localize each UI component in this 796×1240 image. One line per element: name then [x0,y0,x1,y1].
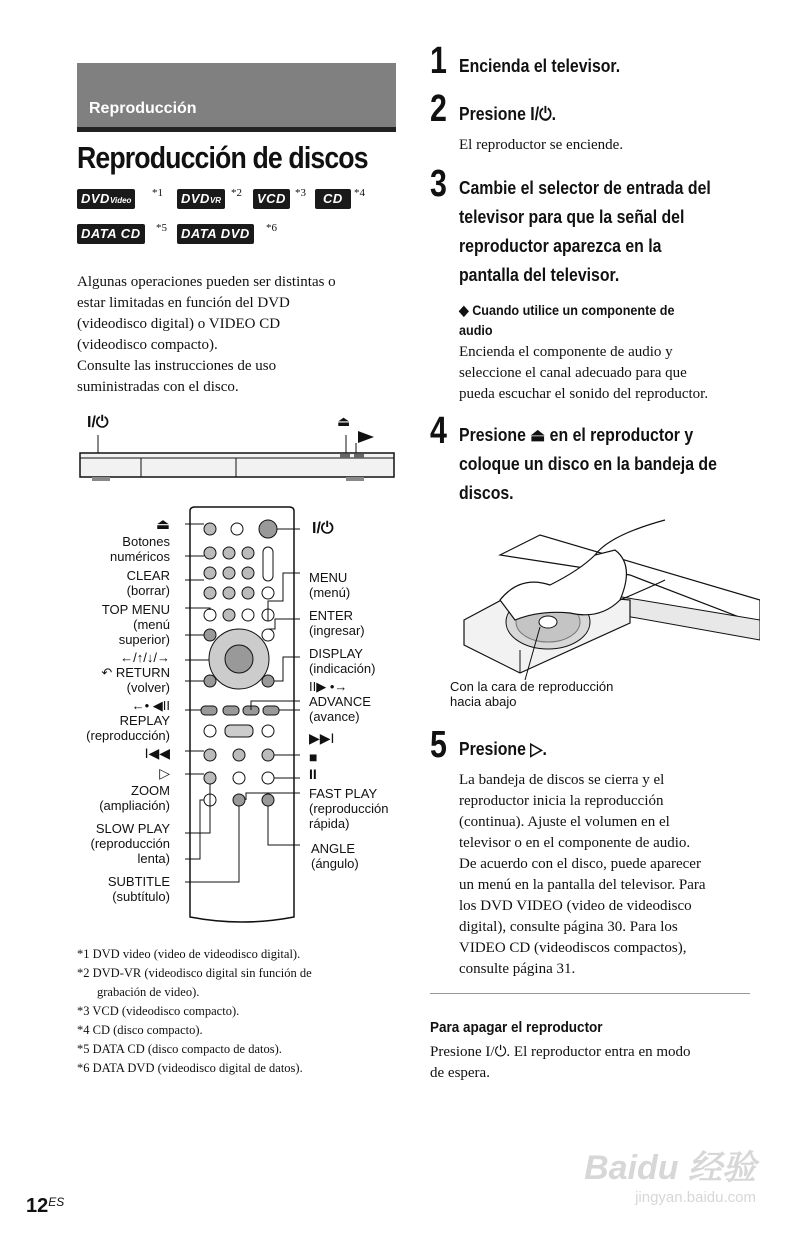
footnote-3: *3 VCD (videodisco compacto). [77,1004,240,1018]
remote-eject-label: ⏏ [155,516,170,533]
remote-pause-label: II [309,766,317,782]
step-1-number: 1 [430,40,447,82]
step-4-caption: Con la cara de reproducción hacia abajo [450,679,614,709]
remote-return-label: ↶ RETURN (volver) [101,665,170,695]
badge-dvd-vr: DVDVR [177,189,225,209]
remote-slow-play-label: SLOW PLAY (reproducción lenta) [90,821,170,866]
remote-prev-label: I◀◀ [144,745,170,761]
remote-subtitle-label: SUBTITLE (subtítulo) [107,874,170,904]
badge-data-dvd: DATA DVD [177,224,254,244]
remote-display-label: DISPLAY (indicación) [309,646,376,676]
intro-text: Algunas operaciones pueden ser distintas o estar limitadas en función del DVD (videodisco digital) o VIDEO CD (videodisco compacto). Consulte las instrucciones de uso suministradas con el disco. [77,274,336,395]
step-2-body: El reproductor se enciende. [459,137,624,153]
step-5-heading: Presione ▷. [459,739,547,759]
footnote-2: *2 DVD-VR (videodisco digital sin función de [77,966,312,980]
power-off-body: Presione I/⏻. El reproductor entra en modo de espera. [430,1044,691,1081]
step-4-heading: Presione ⏏ en el reproductor y coloque un disco en la bandeja de discos. [459,425,717,503]
badge-note-2: *2 [231,187,242,199]
remote-clear-label: CLEAR (borrar) [126,568,170,598]
disc-tray-illustration [460,515,760,680]
remote-top-menu-label: TOP MENU (menú superior) [101,602,170,647]
dvd-player-illustration [78,425,398,491]
remote-numeric-label: Botones numéricos [110,534,170,564]
step-4-number: 4 [430,410,447,452]
badge-note-1: *1 [152,187,163,199]
badge-note-6: *6 [266,222,277,234]
footnote-6: *6 DATA DVD (videodisco digital de datos). [77,1061,303,1075]
remote-fast-play-label: FAST PLAY (reproducción rápida) [309,786,389,831]
power-off-heading: Para apagar el reproductor [430,1019,603,1036]
page-number: $12^{ES}$ [26,1195,65,1217]
remote-next-label: ▶▶I [309,730,335,746]
step-5-body: La bandeja de discos se cierra y el reproductor inicia la reproducción (continua). Ajuste el volumen en el televisor o en el componente de audio. De acuerdo con el disco, puede aparecer un menú en la pantalla del televisor. Para los DVD VIDEO (video de videodisco digital), consulte página 30. Para los VIDEO CD (videodiscos compactos), consulte página 31. [459,772,706,977]
badge-vcd: VCD [253,189,290,209]
footnote-2b: grabación de video). [97,985,200,999]
step-5-number: 5 [430,724,447,766]
remote-zoom-label: ZOOM (ampliación) [99,783,170,813]
badge-cd: CD [315,189,351,209]
badge-note-3: *3 [295,187,306,199]
section-tab-label: Reproducción [89,100,197,117]
watermark: Baidu 经验 jingyan.baidu.com [584,1149,756,1206]
footnote-4: *4 CD (disco compacto). [77,1023,203,1037]
step-1-heading: Encienda el televisor. [459,56,621,76]
remote-replay-label: ←• ◀II REPLAY (reproducción) [86,698,170,743]
remote-advance-label: II▶ •→ ADVANCE (avance) [309,679,371,724]
badge-data-cd: DATA CD [77,224,145,244]
step-3-number: 3 [430,163,447,205]
step-2-heading: Presione I/⏻. [459,104,557,124]
step-3-body: Encienda el componente de audio y seleccione el canal adecuado para que pueda escuchar el sonido del reproductor. [459,344,709,402]
remote-menu-label: MENU (menú) [309,570,351,600]
player-eject-label: ⏏ [337,413,351,429]
remote-angle-label: ANGLE (ángulo) [311,841,359,871]
footnote-1: *1 DVD video (video de videodisco digital). [77,947,301,961]
step-3-subheading: ◆ Cuando utilice un componente de audio [459,302,675,338]
badge-note-4: *4 [354,187,365,199]
remote-arrows-label: ←/↑/↓/→ [120,650,170,665]
player-power-label: I/⏻ [87,414,109,431]
remote-stop-label: ■ [309,749,318,765]
remote-enter-label: ENTER (ingresar) [309,608,365,638]
badge-note-5: *5 [156,222,167,234]
remote-play-label: ▷ [159,765,170,781]
remote-control-illustration [185,505,300,925]
footnote-5: *5 DATA CD (disco compacto de datos). [77,1042,282,1056]
badge-dvd-video: DVDVideo [77,189,135,209]
step-3-heading: Cambie el selector de entrada del televisor para que la señal del reproductor aparezca en la pantalla del televisor. [459,178,711,285]
page-title: Reproducción de discos [77,140,368,175]
step-2-number: 2 [430,88,447,130]
section-tab [77,63,396,132]
section-divider [430,993,750,994]
remote-power-label: I/⏻ [312,520,334,537]
